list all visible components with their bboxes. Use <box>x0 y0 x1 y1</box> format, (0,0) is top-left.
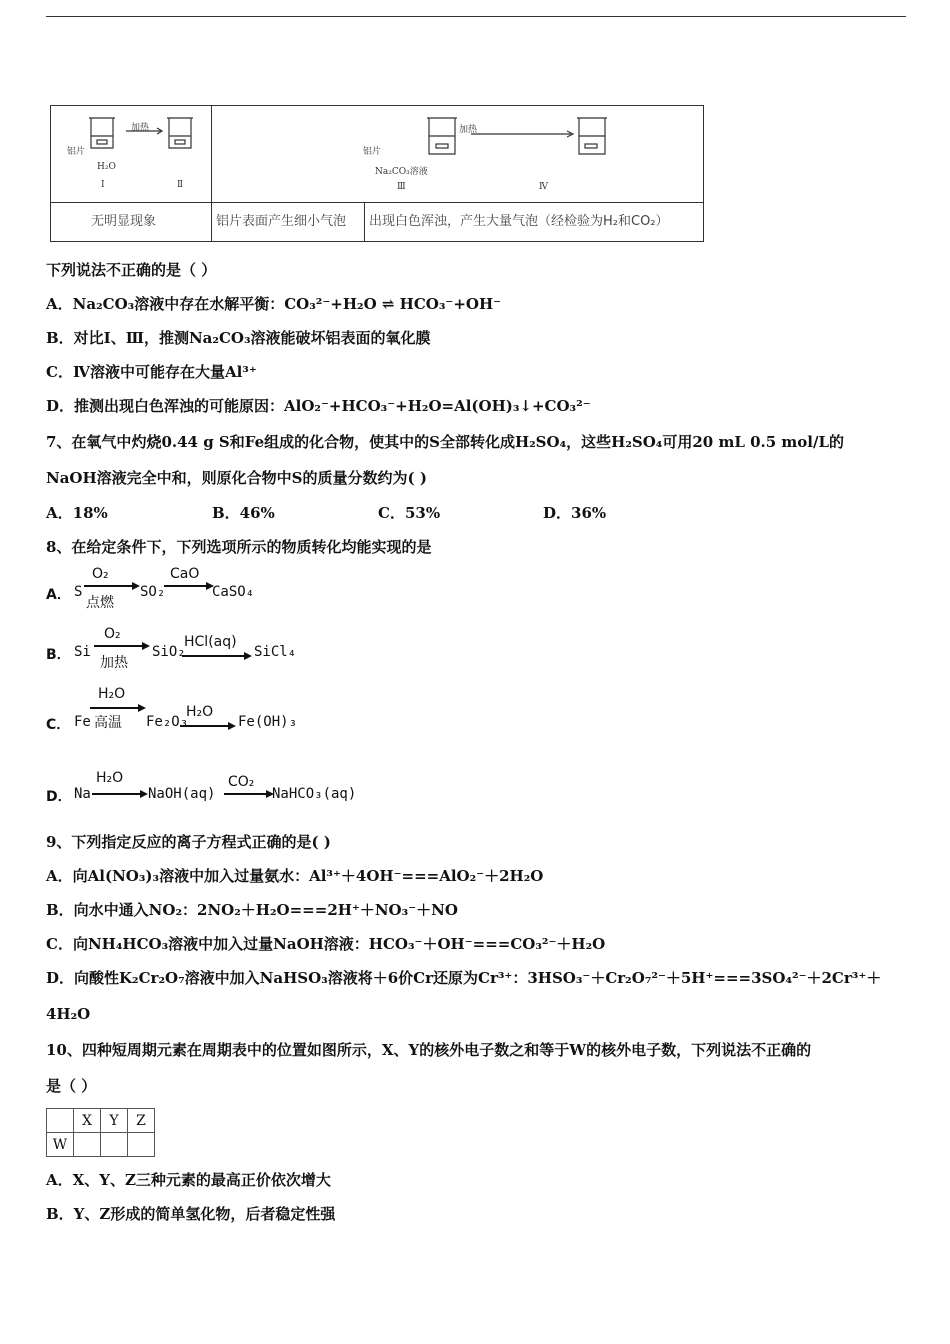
q6-option-c: C．Ⅳ溶液中可能存在大量Al³⁺ <box>46 363 257 381</box>
observation-iv: 出现白色浑浊，产生大量气泡（经检验为H₂和CO₂） <box>369 214 669 229</box>
grid-cell: W <box>47 1133 74 1157</box>
arrow-icon <box>92 790 148 798</box>
label-na2co3: Na₂CO₃溶液 <box>375 167 428 177</box>
product: NaHCO₃(aq) <box>272 786 357 802</box>
grid-cell: X <box>74 1109 101 1133</box>
condition-top: CaO <box>170 566 200 582</box>
q6-option-a: A．Na₂CO₃溶液中存在水解平衡：CO₃²⁻+H₂O ⇌ HCO₃⁻+OH⁻ <box>46 295 502 313</box>
arrow-icon <box>84 582 140 590</box>
label-water: H₂O <box>97 162 116 172</box>
q9-option-c: C．向NH₄HCO₃溶液中加入过量NaOH溶液：HCO₃⁻＋OH⁻===CO₃²⁻＋H₂O <box>46 935 606 953</box>
option-label: C． <box>46 717 71 733</box>
grid-cell <box>101 1133 128 1157</box>
label-heat: 加热 <box>131 123 150 133</box>
condition-top: HCl(aq) <box>184 634 237 650</box>
label-heat-2: 加热 <box>459 125 478 135</box>
condition-bottom: 点燃 <box>86 595 114 611</box>
arrow-icon <box>94 642 150 650</box>
product: Fe(OH)₃ <box>238 714 298 730</box>
periodic-grid <box>46 1108 155 1157</box>
q10-line1: 10、四种短周期元素在周期表中的位置如图所示，X、Y的核外电子数之和等于W的核外电子数，下列说法不正确的 <box>46 1041 812 1059</box>
divider <box>364 202 365 242</box>
condition-top: H₂O <box>98 686 126 702</box>
roman-ii: Ⅱ <box>177 180 184 190</box>
reactant: Fe <box>74 714 91 730</box>
q9-stem: 9、下列指定反应的离子方程式正确的是( ) <box>46 833 331 851</box>
beaker-figure-iii-iv <box>361 106 701 202</box>
q7-option-a: A．18% <box>46 504 108 522</box>
arrow-icon <box>90 704 146 712</box>
condition-top: O₂ <box>104 626 121 642</box>
q9-option-d-line2: 4H₂O <box>46 1005 91 1023</box>
divider <box>51 202 703 203</box>
condition-top: CO₂ <box>228 774 255 790</box>
experiment-table <box>50 105 704 242</box>
arrow-icon <box>182 652 252 660</box>
condition-bottom: 加热 <box>100 655 128 671</box>
grid-cell: Y <box>101 1109 128 1133</box>
reactant: S <box>74 584 83 600</box>
grid-cell: Z <box>128 1109 155 1133</box>
intermediate: NaOH(aq) <box>148 786 216 802</box>
intermediate: SO₂ <box>140 584 166 600</box>
q10-line2: 是（ ） <box>46 1077 97 1095</box>
arrow-icon <box>224 790 274 798</box>
label-aluminum: 铝片 <box>67 147 86 157</box>
q10-option-b: B．Y、Z形成的简单氢化物，后者稳定性强 <box>46 1205 336 1223</box>
condition-top: H₂O <box>186 704 214 720</box>
label-aluminum-2: 铝片 <box>363 147 382 157</box>
roman-iv: Ⅳ <box>539 182 548 192</box>
roman-iii: Ⅲ <box>397 182 406 192</box>
q7-line1: 7、在氧气中灼烧0.44 g S和Fe组成的化合物，使其中的S全部转化成H₂SO₄，这些H₂SO₄可用20 mL 0.5 mol/L的 <box>46 433 845 451</box>
roman-i: Ⅰ <box>101 180 105 190</box>
header-rule <box>46 16 906 17</box>
intermediate: SiO₂ <box>152 644 186 660</box>
observation-i-ii: 无明显现象 <box>91 214 157 229</box>
product: SiCl₄ <box>254 644 297 660</box>
option-label: D． <box>46 789 72 805</box>
reactant: Na <box>74 786 91 802</box>
observation-iii: 铝片表面产生细小气泡 <box>216 214 347 229</box>
grid-cell <box>128 1133 155 1157</box>
grid-cell <box>74 1133 101 1157</box>
option-label: A． <box>46 587 71 603</box>
arrow-icon <box>180 722 236 730</box>
q10-option-a: A．X、Y、Z三种元素的最高正价依次增大 <box>46 1171 331 1189</box>
divider <box>211 106 212 242</box>
q6-option-b: B．对比Ⅰ、Ⅲ，推测Na₂CO₃溶液能破坏铝表面的氧化膜 <box>46 329 431 347</box>
condition-top: O₂ <box>92 566 109 582</box>
grid-cell <box>47 1109 74 1133</box>
product: CaSO₄ <box>212 584 255 600</box>
condition-bottom: 高温 <box>94 715 122 731</box>
q9-option-d-line1: D．向酸性K₂Cr₂O₇溶液中加入NaHSO₃溶液将＋6价Cr还原为Cr³⁺：3HSO₃⁻＋Cr₂O₇²⁻＋5H⁺===3SO₄²⁻＋2Cr³⁺＋ <box>46 969 882 987</box>
intermediate: Fe₂O₃ <box>146 714 189 730</box>
reactant: Si <box>74 644 91 660</box>
q7-line2: NaOH溶液完全中和，则原化合物中S的质量分数约为( ) <box>46 469 427 487</box>
q7-option-d: D．36% <box>543 504 607 522</box>
q7-option-c: C．53% <box>378 504 441 522</box>
condition-top: H₂O <box>96 770 124 786</box>
q8-stem: 8、在给定条件下，下列选项所示的物质转化均能实现的是 <box>46 538 432 556</box>
q6-option-d: D．推测出现白色浑浊的可能原因：AlO₂⁻+HCO₃⁻+H₂O=Al(OH)₃↓+CO₃²⁻ <box>46 397 591 415</box>
arrow-icon <box>164 582 214 590</box>
option-label: B． <box>46 647 71 663</box>
q7-option-b: B．46% <box>212 504 275 522</box>
q6-stem: 下列说法不正确的是（ ） <box>46 261 217 279</box>
q9-option-b: B．向水中通入NO₂：2NO₂＋H₂O===2H⁺＋NO₃⁻＋NO <box>46 901 458 919</box>
q9-option-a: A．向Al(NO₃)₃溶液中加入过量氨水：Al³⁺＋4OH⁻===AlO₂⁻＋2H₂O <box>46 867 544 885</box>
